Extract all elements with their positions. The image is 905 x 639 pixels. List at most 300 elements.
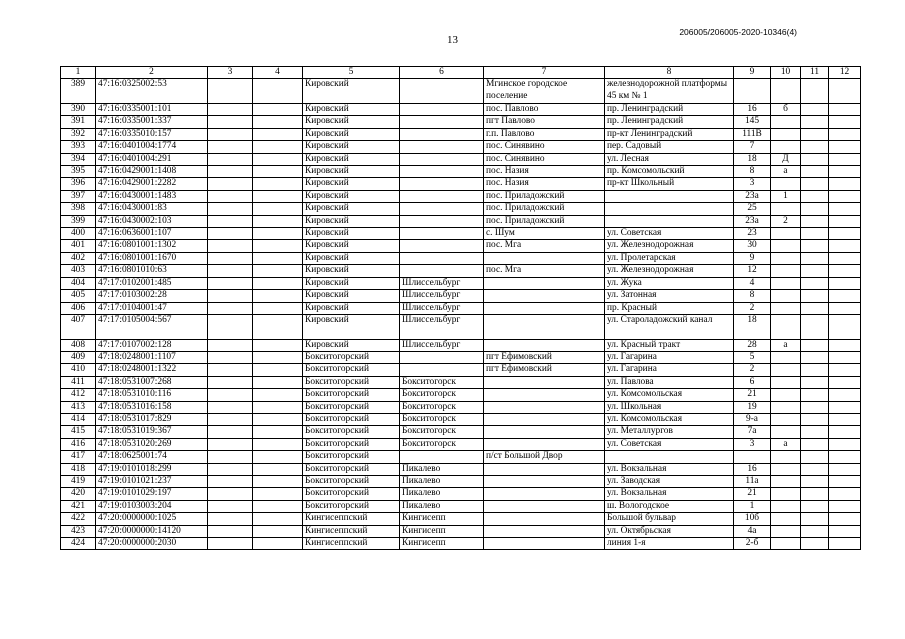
table-cell: 390 <box>61 104 96 116</box>
table-cell: 1 <box>734 500 771 512</box>
table-cell: 410 <box>61 364 96 376</box>
table-cell: 396 <box>61 178 96 190</box>
table-cell <box>400 451 484 463</box>
table-cell <box>484 389 605 401</box>
table-cell <box>400 203 484 215</box>
table-row <box>61 451 861 463</box>
table-cell <box>253 475 303 487</box>
table-cell: 407 <box>61 314 96 339</box>
table-cell <box>771 265 801 277</box>
table-cell: Кировский <box>303 104 400 116</box>
table-cell <box>829 190 861 202</box>
table-cell <box>771 351 801 363</box>
table-header-row <box>61 67 861 79</box>
table-cell <box>253 215 303 227</box>
table-cell: 47:16:0430001:1483 <box>96 190 208 202</box>
table-cell <box>829 426 861 438</box>
table-row <box>61 438 861 450</box>
table-cell <box>771 178 801 190</box>
table-cell: 47:16:0401004:1774 <box>96 141 208 153</box>
table-cell <box>484 513 605 525</box>
table-row <box>61 104 861 116</box>
table-cell <box>605 451 734 463</box>
table-cell <box>208 128 253 140</box>
table-cell <box>829 401 861 413</box>
table-cell: 47:16:0325002:53 <box>96 79 208 104</box>
table-cell <box>771 252 801 264</box>
table-cell: 47:16:0430002:103 <box>96 215 208 227</box>
table-cell: Пикалево <box>400 475 484 487</box>
table-cell: 12 <box>734 265 771 277</box>
table-cell <box>771 475 801 487</box>
table-cell: 18 <box>734 314 771 339</box>
table-cell: пгт Ефимовский <box>484 364 605 376</box>
table-cell: Кировский <box>303 265 400 277</box>
table-cell <box>208 475 253 487</box>
table-cell <box>400 351 484 363</box>
table-cell <box>829 203 861 215</box>
table-cell: Бокситогорск <box>400 389 484 401</box>
table-cell: 423 <box>61 525 96 537</box>
table-cell: пос. Назия <box>484 178 605 190</box>
table-cell <box>253 240 303 252</box>
table-cell: 420 <box>61 488 96 500</box>
table-cell <box>829 475 861 487</box>
table-cell <box>829 488 861 500</box>
table-cell: 392 <box>61 128 96 140</box>
table-cell <box>208 376 253 388</box>
table-cell <box>829 178 861 190</box>
table-cell <box>208 488 253 500</box>
table-cell <box>801 215 829 227</box>
table-cell: 47:18:0531010:116 <box>96 389 208 401</box>
table-cell: Кингисепп <box>400 538 484 550</box>
table-cell <box>829 116 861 128</box>
table-cell <box>253 364 303 376</box>
table-cell <box>771 364 801 376</box>
table-cell: 8 <box>734 290 771 302</box>
table-cell: 145 <box>734 116 771 128</box>
table-cell: пр. Красный <box>605 302 734 314</box>
table-cell: 391 <box>61 116 96 128</box>
table-cell: 47:17:0105004:567 <box>96 314 208 339</box>
table-cell <box>253 79 303 104</box>
table-cell: 406 <box>61 302 96 314</box>
table-cell: пос. Синявино <box>484 153 605 165</box>
table-cell <box>400 141 484 153</box>
table-cell: Кингисеппский <box>303 513 400 525</box>
table-cell <box>253 252 303 264</box>
table-cell <box>400 240 484 252</box>
table-cell: пос. Мга <box>484 265 605 277</box>
table-cell: пр-кт Школьный <box>605 178 734 190</box>
table-cell <box>771 376 801 388</box>
table-cell <box>829 153 861 165</box>
table-cell <box>801 413 829 425</box>
table-row <box>61 190 861 202</box>
table-cell <box>801 252 829 264</box>
table-cell <box>208 290 253 302</box>
table-cell: Бокситогорский <box>303 376 400 388</box>
table-cell <box>801 166 829 178</box>
table-cell: 397 <box>61 190 96 202</box>
table-cell <box>829 290 861 302</box>
table-row <box>61 265 861 277</box>
table-cell <box>829 389 861 401</box>
table-cell <box>253 104 303 116</box>
table-cell: п/ст Большой Двор <box>484 451 605 463</box>
table-cell: 47:18:0625001:74 <box>96 451 208 463</box>
table-cell <box>771 451 801 463</box>
table-row <box>61 203 861 215</box>
table-cell: Шлиссельбург <box>400 277 484 289</box>
table-cell <box>771 128 801 140</box>
table-cell: ул. Советская <box>605 228 734 240</box>
table-cell <box>829 513 861 525</box>
table-cell: пос. Павлово <box>484 104 605 116</box>
table-cell: Мгинское городское поселение <box>484 79 605 104</box>
table-cell: пгт Ефимовский <box>484 351 605 363</box>
table-cell <box>801 451 829 463</box>
table-cell <box>484 426 605 438</box>
table-cell: ул. Железнодорожная <box>605 265 734 277</box>
table-cell: Кировский <box>303 215 400 227</box>
table-cell <box>801 426 829 438</box>
table-cell <box>771 141 801 153</box>
table-cell <box>253 178 303 190</box>
table-cell <box>771 116 801 128</box>
table-cell <box>829 228 861 240</box>
table-cell <box>771 240 801 252</box>
table-cell: 411 <box>61 376 96 388</box>
table-cell: 404 <box>61 277 96 289</box>
table-cell <box>829 438 861 450</box>
table-cell <box>829 500 861 512</box>
table-cell <box>829 314 861 339</box>
table-cell <box>253 166 303 178</box>
table-cell <box>801 116 829 128</box>
table-cell: б <box>771 104 801 116</box>
table-cell <box>253 538 303 550</box>
table-cell: 2 <box>734 364 771 376</box>
table-cell: пос. Мга <box>484 240 605 252</box>
table-cell <box>208 463 253 475</box>
table-cell <box>400 265 484 277</box>
table-cell <box>208 277 253 289</box>
table-cell: Бокситогорский <box>303 401 400 413</box>
table-cell <box>801 178 829 190</box>
table-cell <box>484 438 605 450</box>
table-cell: ул. Затонная <box>605 290 734 302</box>
table-cell: 47:20:0000000:2030 <box>96 538 208 550</box>
table-cell: Пикалево <box>400 488 484 500</box>
table-cell: Бокситогорский <box>303 426 400 438</box>
table-cell <box>829 538 861 550</box>
table-cell: пос. Назия <box>484 166 605 178</box>
table-cell: 419 <box>61 475 96 487</box>
table-cell <box>484 339 605 351</box>
table-cell <box>829 141 861 153</box>
table-cell: 394 <box>61 153 96 165</box>
table-cell <box>829 413 861 425</box>
table-row <box>61 463 861 475</box>
table-cell <box>253 314 303 339</box>
table-cell <box>801 513 829 525</box>
table-cell: 10б <box>734 513 771 525</box>
table-cell <box>208 190 253 202</box>
table-cell: 47:16:0636001:107 <box>96 228 208 240</box>
table-cell: Кировский <box>303 290 400 302</box>
table-cell <box>208 538 253 550</box>
table-cell <box>253 203 303 215</box>
table-cell: 417 <box>61 451 96 463</box>
table-cell: 413 <box>61 401 96 413</box>
table-cell <box>771 513 801 525</box>
table-cell <box>801 488 829 500</box>
table-row <box>61 376 861 388</box>
table-row <box>61 79 861 104</box>
table-cell: 111В <box>734 128 771 140</box>
table-cell: 47:19:0101029:197 <box>96 488 208 500</box>
table-cell: 47:16:0335010:157 <box>96 128 208 140</box>
table-cell: 47:19:0103003:204 <box>96 500 208 512</box>
table-row <box>61 488 861 500</box>
table-cell <box>829 302 861 314</box>
table-cell <box>208 426 253 438</box>
table-cell <box>605 203 734 215</box>
table-cell: 47:16:0401004:291 <box>96 153 208 165</box>
table-cell: 389 <box>61 79 96 104</box>
table-cell <box>208 314 253 339</box>
table-cell: 11а <box>734 475 771 487</box>
table-cell <box>208 500 253 512</box>
table-cell: 47:17:0102001:485 <box>96 277 208 289</box>
table-cell <box>484 500 605 512</box>
table-row <box>61 401 861 413</box>
table-cell: Бокситогорский <box>303 488 400 500</box>
table-cell <box>734 451 771 463</box>
table-cell: пр-кт Ленинградский <box>605 128 734 140</box>
table-row <box>61 500 861 512</box>
table-cell <box>771 500 801 512</box>
table-cell: 47:16:0801010:63 <box>96 265 208 277</box>
table-cell <box>208 166 253 178</box>
table-cell <box>829 252 861 264</box>
table-cell: 409 <box>61 351 96 363</box>
table-row <box>61 252 861 264</box>
table-cell: 399 <box>61 215 96 227</box>
column-header: 3 <box>208 67 253 79</box>
table-cell <box>400 128 484 140</box>
table-cell: ул. Заводская <box>605 475 734 487</box>
table-row <box>61 364 861 376</box>
table-row <box>61 128 861 140</box>
table-cell <box>400 215 484 227</box>
table-cell <box>400 116 484 128</box>
table-cell: ул. Павлова <box>605 376 734 388</box>
table-cell <box>801 438 829 450</box>
table-cell: 403 <box>61 265 96 277</box>
table-cell <box>253 451 303 463</box>
table-cell <box>829 525 861 537</box>
table-cell <box>484 277 605 289</box>
table-cell: 395 <box>61 166 96 178</box>
table-cell <box>484 525 605 537</box>
table-cell <box>801 104 829 116</box>
table-cell: Кировский <box>303 166 400 178</box>
column-header: 5 <box>303 67 400 79</box>
table-cell: Кировский <box>303 240 400 252</box>
table-cell: Кировский <box>303 79 400 104</box>
table-cell: 7а <box>734 426 771 438</box>
document-id: 206005/206005-2020-10346(4) <box>679 27 797 37</box>
table-cell: ул. Лесная <box>605 153 734 165</box>
table-cell: Бокситогорский <box>303 438 400 450</box>
table-cell <box>253 413 303 425</box>
table-cell: г.п. Павлово <box>484 128 605 140</box>
table-cell <box>771 314 801 339</box>
table-cell: 4 <box>734 277 771 289</box>
table-cell <box>829 265 861 277</box>
table-cell <box>253 116 303 128</box>
table-cell <box>253 290 303 302</box>
table-cell <box>829 104 861 116</box>
table-cell: Кингисеппский <box>303 525 400 537</box>
table-cell: Шлиссельбург <box>400 314 484 339</box>
table-cell <box>208 413 253 425</box>
table-cell: Кировский <box>303 339 400 351</box>
table-cell <box>253 190 303 202</box>
column-header: 10 <box>771 67 801 79</box>
table-cell <box>829 339 861 351</box>
table-cell <box>801 364 829 376</box>
table-cell <box>208 401 253 413</box>
table-cell <box>801 141 829 153</box>
table-row <box>61 302 861 314</box>
column-header: 4 <box>253 67 303 79</box>
table-cell <box>253 525 303 537</box>
table-cell <box>253 438 303 450</box>
table-cell: Бокситогорск <box>400 438 484 450</box>
table-cell <box>829 166 861 178</box>
table-cell <box>771 488 801 500</box>
table-cell: Кировский <box>303 128 400 140</box>
table-cell: ш. Вологодское <box>605 500 734 512</box>
table-cell: 9-а <box>734 413 771 425</box>
table-cell: Кировский <box>303 314 400 339</box>
table-cell: Кировский <box>303 203 400 215</box>
table-cell <box>801 463 829 475</box>
table-cell: ул. Советская <box>605 438 734 450</box>
table-cell: пос. Приладожский <box>484 190 605 202</box>
table-row <box>61 538 861 550</box>
table-row <box>61 351 861 363</box>
table-cell <box>801 190 829 202</box>
table-row <box>61 525 861 537</box>
table-cell: Кировский <box>303 277 400 289</box>
table-cell <box>400 252 484 264</box>
table-cell: 25 <box>734 203 771 215</box>
column-header: 2 <box>96 67 208 79</box>
table-cell: с. Шум <box>484 228 605 240</box>
table-cell <box>400 178 484 190</box>
table-cell <box>253 302 303 314</box>
table-row <box>61 228 861 240</box>
table-cell <box>253 141 303 153</box>
table-cell: 47:18:0248001:1322 <box>96 364 208 376</box>
table-cell <box>208 351 253 363</box>
table-cell: ул. Вокзальная <box>605 488 734 500</box>
table-cell <box>605 215 734 227</box>
table-cell <box>208 104 253 116</box>
table-cell: 47:16:0801001:1302 <box>96 240 208 252</box>
column-header: 6 <box>400 67 484 79</box>
table-cell: 415 <box>61 426 96 438</box>
address-table <box>60 66 861 550</box>
table-cell <box>484 376 605 388</box>
table-cell <box>801 339 829 351</box>
table-cell <box>484 413 605 425</box>
table-cell <box>829 128 861 140</box>
table-cell: ул. Гагарина <box>605 364 734 376</box>
table-cell: Кировский <box>303 116 400 128</box>
table-cell <box>208 79 253 104</box>
table-cell <box>208 513 253 525</box>
table-cell: 30 <box>734 240 771 252</box>
table-cell: Бокситогорский <box>303 451 400 463</box>
table-cell <box>484 314 605 339</box>
table-cell <box>801 79 829 104</box>
table-cell <box>253 500 303 512</box>
table-cell: Бокситогорский <box>303 463 400 475</box>
table-cell <box>484 252 605 264</box>
table-cell: пгт Павлово <box>484 116 605 128</box>
table-row <box>61 240 861 252</box>
table-cell: 3 <box>734 178 771 190</box>
table-cell: Пикалево <box>400 463 484 475</box>
table-cell <box>253 488 303 500</box>
table-cell: 19 <box>734 401 771 413</box>
table-row <box>61 426 861 438</box>
table-cell: Бокситогорск <box>400 376 484 388</box>
table-cell: 47:16:0430001:83 <box>96 203 208 215</box>
table-cell: ул. Пролетарская <box>605 252 734 264</box>
table-cell: Кировский <box>303 190 400 202</box>
table-cell <box>829 79 861 104</box>
table-cell <box>801 475 829 487</box>
table-cell: Кингисепп <box>400 513 484 525</box>
table-cell <box>208 364 253 376</box>
table-cell <box>208 438 253 450</box>
table-cell: 47:18:0248001:1107 <box>96 351 208 363</box>
table-cell: 16 <box>734 104 771 116</box>
table-cell: ул. Гагарина <box>605 351 734 363</box>
table-cell: Бокситогорск <box>400 401 484 413</box>
table-cell: 28 <box>734 339 771 351</box>
table-cell: 2-б <box>734 538 771 550</box>
table-cell: Пикалево <box>400 500 484 512</box>
table-cell: 47:17:0107002:128 <box>96 339 208 351</box>
table-cell <box>253 376 303 388</box>
table-cell <box>771 203 801 215</box>
table-cell <box>484 475 605 487</box>
table-cell: Бокситогорский <box>303 364 400 376</box>
table-cell <box>801 153 829 165</box>
table-cell <box>829 376 861 388</box>
table-cell <box>484 302 605 314</box>
table-cell <box>801 128 829 140</box>
table-cell: 416 <box>61 438 96 450</box>
